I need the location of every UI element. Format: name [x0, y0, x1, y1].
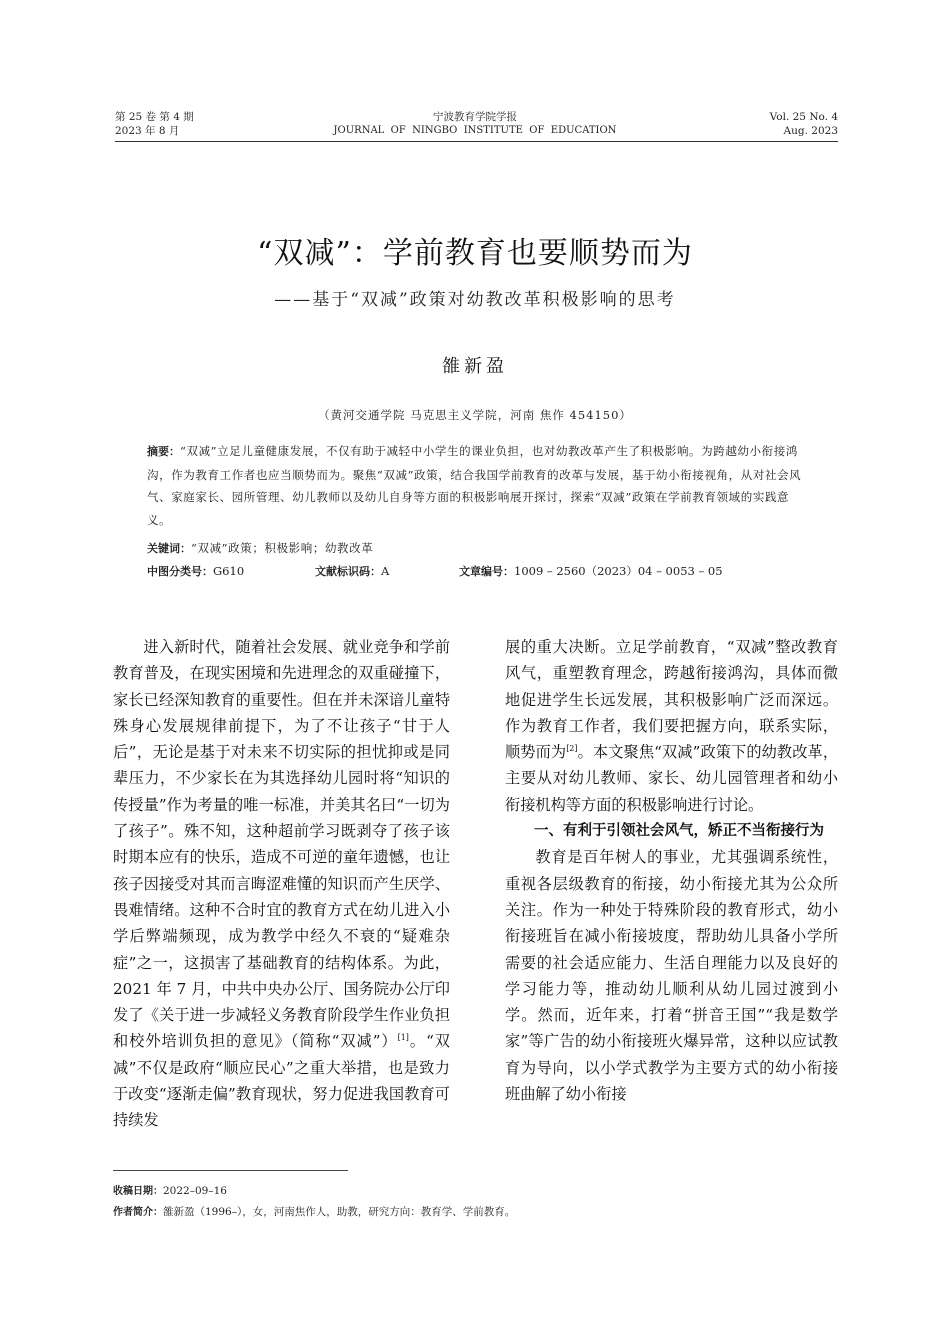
article-title: “双减”：学前教育也要顺势而为: [257, 236, 693, 271]
keywords: [147, 538, 373, 559]
body-column-left: [113, 634, 450, 1134]
header-rule: [115, 141, 838, 142]
document-code: 文献标识码：A: [315, 564, 390, 578]
section-heading-1: 一、有利于引领社会风气，矫正不当衔接行为: [534, 823, 824, 840]
journal-name-cn: 宁波教育学院学报: [433, 111, 517, 123]
volume-issue-en: Vol. 25 No. 4: [769, 111, 838, 123]
reference-2: [2]: [566, 744, 578, 754]
article-subtitle: ——基于“双减”政策对幼教改革积极影响的思考: [274, 290, 676, 310]
paragraph-section-1: 教育是百年树人的事业，尤其强调系统性，重视各层级教育的衔接，幼小衔接尤其为公众所关注。作为一种处于特殊阶段的教育形式，幼小衔接班旨在减小衔接坡度，帮助幼儿具备小学所需要的社会适应能力、生活自理能力以及良好的学习能力等，推动幼儿顺利从幼儿园过渡到小学。然而，近年来，打着“拼音王国”“我是数学家”等广告的幼小衔接班火爆异常，这种以应试教育为导向，以小学式教学为主要方式的幼小衔接班曲解了幼小衔接: [505, 848, 838, 1104]
header-center: [300, 110, 650, 138]
article-number: 文章编号：1009 – 2560（2023）04 – 0053 – 05: [459, 564, 723, 578]
author-name: 雒新盈: [442, 356, 508, 377]
abstract: [147, 440, 812, 531]
keywords-label: 关键词：: [147, 542, 191, 555]
author-affiliation: （黄河交通学院 马克思主义学院，河南 焦作 454150）: [318, 408, 632, 422]
header-left: [115, 110, 194, 138]
date-en: Aug. 2023: [783, 125, 838, 137]
reference-1: [1]: [397, 1033, 409, 1043]
received-date: 收稿日期：2022–09–16: [113, 1185, 227, 1197]
body-column-right: [505, 634, 838, 1107]
paragraph-intro: 进入新时代，随着社会发展、就业竞争和学前教育普及，在现实困境和先进理念的双重碰撞下，家长已经深知教育的重要性。但在并未深谙儿童特殊身心发展规律前提下，为了不让孩子“甘于人后”，无论是基于对未来不切实际的担忧抑或是同辈压力，不少家长在为其选择幼儿园时将“知识的传授量”作为考量的唯一标准，并美其名曰“一切为了孩子”。殊不知，这种超前学习既剥夺了孩子该时期本应有的快乐，造成不可逆的童年遗憾，也让孩子因接受对其而言晦涩难懂的知识而产生厌学、畏难情绪。这种不合时宜的教育方式在幼儿进入小学后弊端频现，成为教学中经久不衰的“疑难杂症”之一，这损害了基础教育的结构体系。为此，2021 年 7 月，中共中央办公厅、国务院办公厅印发了《关于进一步减轻义务教育阶段学生作业负担和校外培训负担的意见》（简称“双减”）[1]。“双减”不仅是政府“顺应民心”之重大举措，也是致力于改变“逐渐走偏”教育现状，努力促进我国教育可持续发: [113, 638, 450, 1130]
journal-name-en: JOURNAL OF NINGBO INSTITUTE OF EDUCATION: [333, 125, 617, 136]
paragraph-intro-continued: 展的重大决断。立足学前教育，“双减”整改教育风气，重塑教育理念，跨越衔接鸿沟，具体而微地促进学生长远发展，其积极影响广泛而深远。作为教育工作者，我们要把握方向，联系实际，顺势而为[2]。本文聚焦“双减”政策下的幼教改革，主要从对幼儿教师、家长、幼儿园管理者和幼小衔接机构等方面的积极影响进行讨论。: [505, 638, 839, 814]
footnote-rule: [113, 1170, 348, 1171]
volume-issue-cn: 第 25 卷 第 4 期: [115, 111, 194, 123]
abstract-label: 摘要：: [147, 445, 180, 458]
abstract-text: “双减”立足儿童健康发展，不仅有助于减轻中小学生的课业负担，也对幼教改革产生了积极影响。为跨越幼小衔接鸿沟，作为教育工作者也应当顺势而为。聚焦“双减”政策，结合我国学前教育的改革与发展，基于幼小衔接视角，从对社会风气、家庭家长、园所管理、幼儿教师以及幼儿自身等方面的积极影响展开探讨，探索“双减”政策在学前教育领域的实践意义。: [147, 444, 802, 527]
footnotes: [113, 1181, 515, 1223]
date-cn: 2023 年 8 月: [115, 125, 180, 137]
keywords-text: “双减”政策；积极影响；幼教改革: [191, 541, 374, 555]
header-right: [770, 110, 838, 138]
clc-number: 中图分类号：G610: [147, 564, 245, 578]
author-bio: 作者简介：雒新盈（1996–），女，河南焦作人，助教，研究方向：教育学、学前教育。: [113, 1206, 516, 1218]
